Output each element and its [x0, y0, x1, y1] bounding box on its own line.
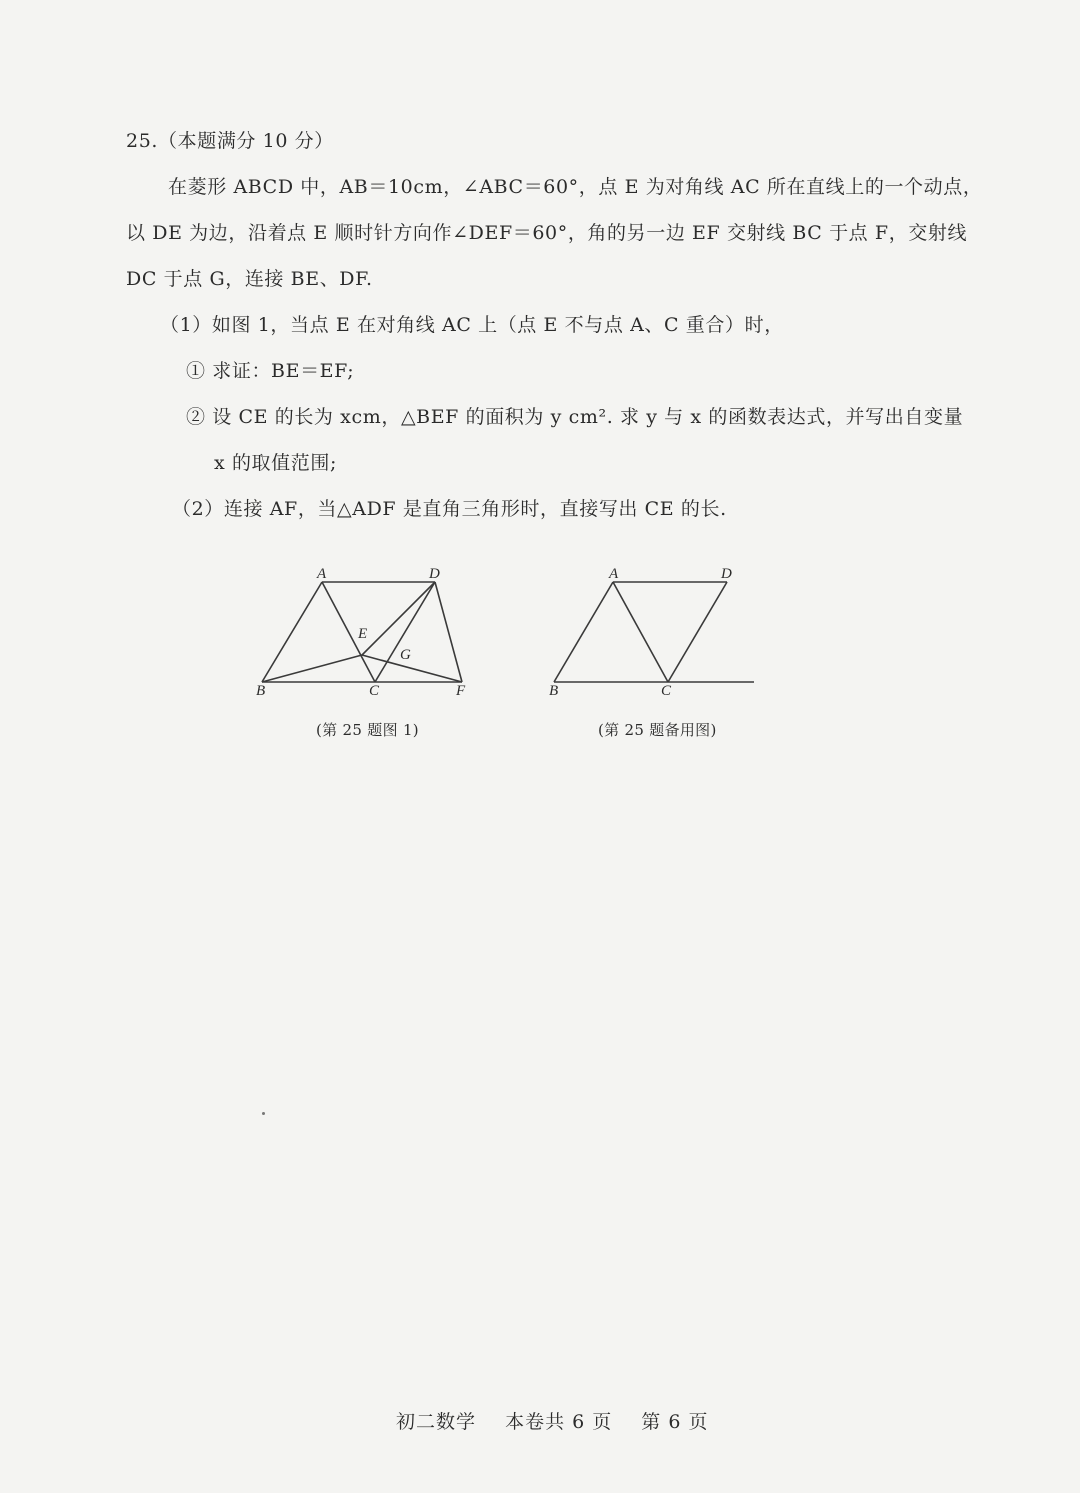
figure-2-label-C: C [661, 683, 672, 699]
footer-page-number: 第 6 页 [641, 1411, 709, 1433]
segment-AB [554, 582, 613, 682]
footer-subject: 初二数学 [396, 1411, 477, 1433]
question-stem-line-2: 以 DE 为边，沿着点 E 顺时针方向作∠DEF＝60°，角的另一边 EF 交射线 BC 于点 F，交射线 [126, 222, 968, 244]
figure-1-label-G: G [400, 647, 411, 663]
question-header: 25.（本题满分 10 分） [126, 130, 334, 152]
figure-2-label-A: A [609, 566, 619, 582]
segment-AB [262, 582, 322, 682]
footer-total-pages: 本卷共 6 页 [505, 1411, 613, 1433]
figure-1-label-E: E [358, 626, 368, 642]
diagonal-AC [613, 582, 668, 682]
question-stem-line-1: 在菱形 ABCD 中，AB＝10cm，∠ABC＝60°，点 E 为对角线 AC 所在直线上的一个动点， [168, 176, 983, 198]
figure-1-label-D: D [429, 566, 440, 582]
segment-DC [668, 582, 727, 682]
part-1-item-1: ① 求证：BE＝EF; [186, 360, 355, 382]
figure-1-label-A: A [317, 566, 327, 582]
figure-2-drawing [540, 560, 770, 710]
figure-1-drawing [250, 560, 480, 710]
part-1-item-2-cont: x 的取值范围; [214, 452, 337, 474]
figure-2 [540, 560, 770, 710]
figure-1-label-F: F [456, 683, 466, 699]
figure-1-label-C: C [369, 683, 380, 699]
part-1-item-2: ② 设 CE 的长为 xcm，△BEF 的面积为 y cm². 求 y 与 x 的函数表达式，并写出自变量 [186, 406, 964, 428]
segment-BE [262, 655, 362, 682]
segment-DF [435, 582, 462, 682]
figure-2-caption: (第 25 题备用图) [598, 721, 717, 739]
figure-1-caption: (第 25 题图 1) [316, 721, 419, 739]
page-footer [396, 1407, 708, 1434]
scan-speck [262, 1112, 265, 1115]
figure-1 [250, 560, 480, 710]
question-stem-line-3: DC 于点 G，连接 BE、DF. [126, 268, 373, 290]
figure-1-label-B: B [256, 683, 266, 699]
part-1: （1）如图 1，当点 E 在对角线 AC 上（点 E 不与点 A、C 重合）时， [160, 314, 784, 336]
part-2: （2）连接 AF，当△ADF 是直角三角形时，直接写出 CE 的长. [172, 498, 727, 520]
figure-2-label-B: B [549, 683, 559, 699]
figure-2-label-D: D [721, 566, 732, 582]
